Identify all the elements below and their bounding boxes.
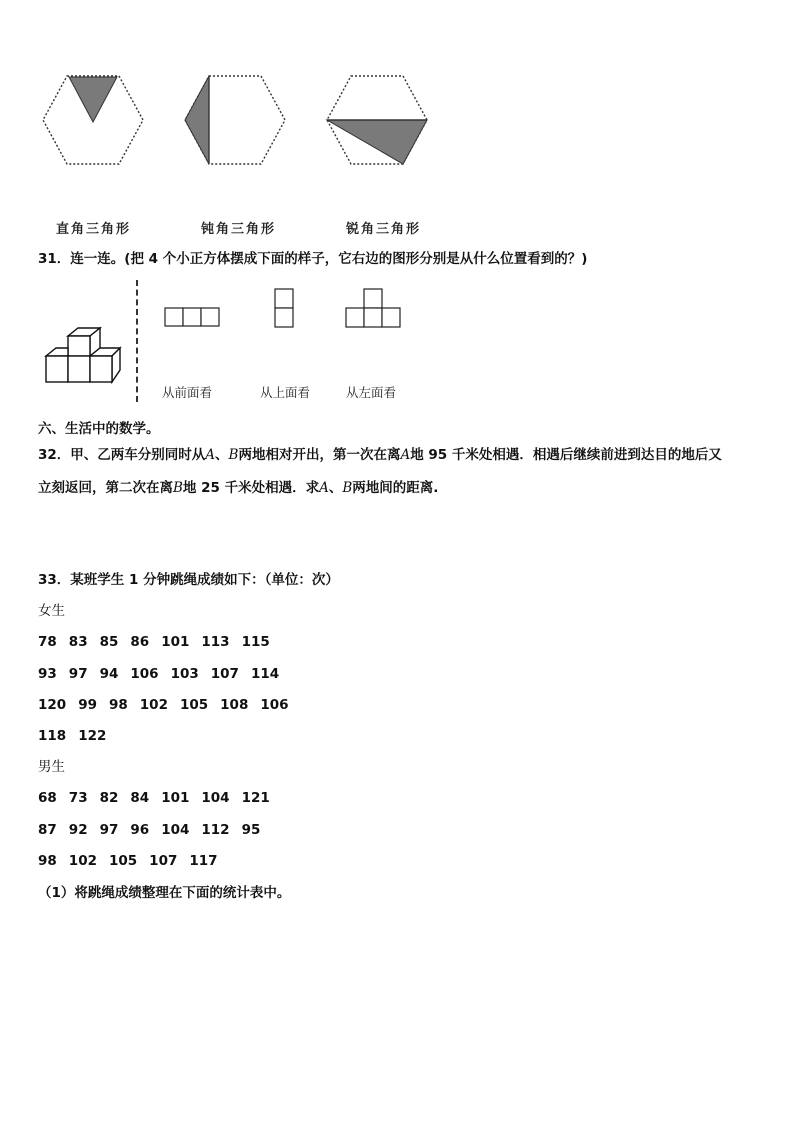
q32-text-2b: 地 25 千米处相遇．求 [182,480,320,496]
score: 68 [38,790,57,806]
q32-var-a: A [205,447,216,463]
score: 84 [130,790,150,806]
score: 107 [210,666,239,682]
right-triangle-caption: 直角三角形 [56,222,132,237]
question-33-part-1: （1）将跳绳成绩整理在下面的统计表中。 [38,885,291,901]
score: 78 [38,634,57,650]
score: 112 [201,822,230,838]
left-view-grid [344,288,404,330]
cube-stack-figure [42,324,128,386]
score: 103 [170,666,199,682]
hexagon-acute-triangle-figure [324,72,430,168]
front-view-grid [164,307,222,329]
score: 87 [38,822,57,838]
score: 101 [161,790,190,806]
boys-row-2 [38,821,272,839]
score: 92 [68,822,88,838]
q32-text-1c: 地 95 千米处相遇．相遇后继续前进到达目的地后又 [410,447,722,463]
score: 107 [149,853,178,869]
score: 104 [201,790,230,806]
section-6-heading: 六、生活中的数学。 [38,421,160,437]
score: 93 [38,666,57,682]
girls-row-4 [38,727,118,745]
q32-sep: 、 [328,480,343,496]
q32-text-2a: 立刻返回，第二次在离 [38,480,173,496]
view-label-left: 从左面看 [346,385,397,400]
question-33-text: 33．某班学生 1 分钟跳绳成绩如下：（单位：次） [38,572,339,588]
score: 85 [99,634,119,650]
boys-label: 男生 [38,759,65,775]
score: 97 [99,822,119,838]
q32-var-b: B [173,480,183,496]
score: 98 [108,697,128,713]
score: 82 [99,790,119,806]
question-32-line-2 [38,479,438,497]
score: 105 [108,853,138,869]
q32-var-b: B [228,447,239,463]
score: 121 [241,790,270,806]
score: 95 [241,822,261,838]
score: 94 [99,666,119,682]
score: 114 [250,666,280,682]
score: 106 [260,697,289,713]
score: 102 [68,853,97,869]
girls-row-2 [38,665,291,683]
score: 113 [201,634,230,650]
q32-var-a: A [400,447,411,463]
score: 108 [220,697,249,713]
score: 97 [68,666,88,682]
q32-text-1b: 两地相对开出，第一次在离 [238,447,401,463]
hexagon-obtuse-triangle-figure [182,72,288,168]
q32-text-2c: 两地间的距离. [352,480,439,496]
score: 73 [68,790,88,806]
score: 96 [130,822,150,838]
score: 120 [38,697,67,713]
score: 86 [130,634,150,650]
score: 102 [139,697,168,713]
view-label-top: 从上面看 [260,385,311,400]
score: 98 [38,853,57,869]
q32-var-b: B [342,480,353,496]
acute-triangle-caption: 锐角三角形 [346,222,422,237]
girls-row-3 [38,696,301,714]
q32-text-1a: 32．甲、乙两车分别同时从 [38,447,206,463]
boys-row-1 [38,789,282,807]
view-label-front: 从前面看 [162,385,213,400]
girls-label: 女生 [38,603,65,619]
divider-dashed-line [136,280,138,402]
hexagon-right-triangle-figure [40,72,146,168]
score: 83 [68,634,88,650]
q32-var-a: A [319,480,329,496]
obtuse-triangle-caption: 钝角三角形 [201,222,277,237]
top-view-grid [274,288,296,330]
score: 115 [241,634,270,650]
boys-row-3 [38,852,230,870]
score: 104 [161,822,190,838]
score: 117 [189,853,218,869]
girls-row-1 [38,633,282,651]
score: 106 [130,666,159,682]
score: 122 [78,728,107,744]
score: 99 [78,697,97,713]
score: 105 [179,697,209,713]
question-31-text: 31．连一连。(把 4 个小正方体摆成下面的样子，它右边的图形分别是从什么位置看到的？) [38,251,588,267]
q32-sep: 、 [215,447,229,463]
question-32-line-1 [38,446,722,464]
score: 101 [161,634,190,650]
score: 118 [38,728,67,744]
